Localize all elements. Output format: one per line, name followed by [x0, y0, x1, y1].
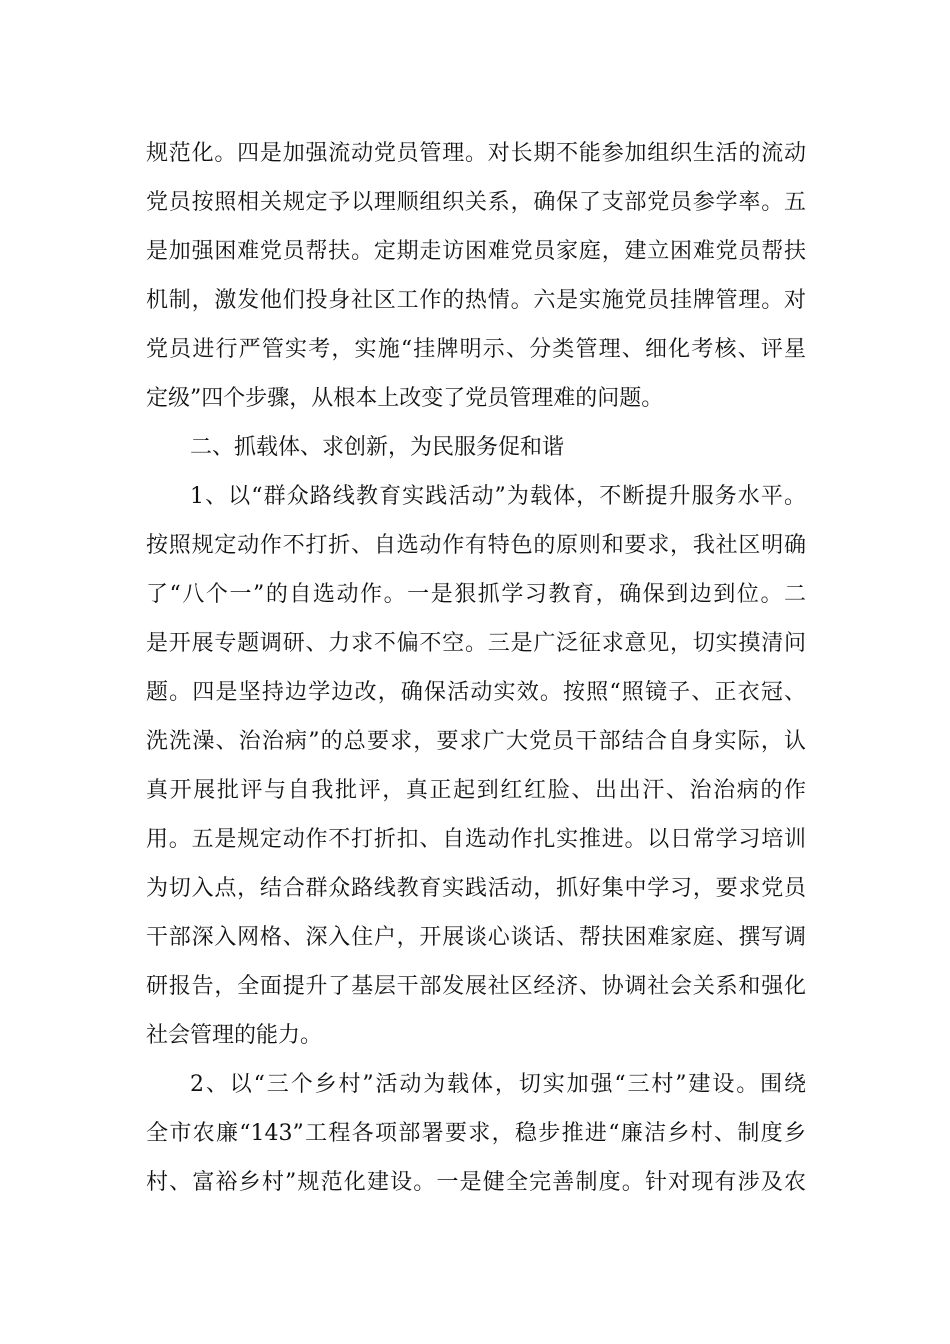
text-line: 了“八个一”的自选动作。一是狠抓学习教育，确保到边到位。二 — [146, 582, 806, 607]
text-line: 党员按照相关规定予以理顺组织关系，确保了支部党员参学率。五 — [146, 190, 806, 215]
text-line: 真开展批评与自我批评，真正起到红红脸、出出汗、治治病的作 — [146, 778, 806, 803]
text-line: 题。四是坚持边学边改，确保活动实效。按照“照镜子、正衣冠、 — [146, 680, 806, 705]
text-line: 洗洗澡、治治病”的总要求，要求广大党员干部结合自身实际，认 — [146, 729, 806, 754]
subsection-heading: 1、以“群众路线教育实践活动”为载体，不断提升服务水平。 — [190, 484, 806, 509]
text-line: 社会管理的能力。 — [146, 1023, 323, 1048]
section-heading: 二、抓载体、求创新，为民服务促和谐 — [190, 435, 565, 460]
text-line: 为切入点，结合群众路线教育实践活动，抓好集中学习，要求党员 — [146, 876, 806, 901]
text-line: 按照规定动作不打折、自选动作有特色的原则和要求，我社区明确 — [146, 533, 806, 558]
text-line: 用。五是规定动作不打折扣、自选动作扎实推进。以日常学习培训 — [146, 827, 806, 852]
subsection-heading: 2、以“三个乡村”活动为载体，切实加强“三村”建设。围绕 — [190, 1072, 806, 1097]
text-line: 研报告，全面提升了基层干部发展社区经济、协调社会关系和强化 — [146, 974, 806, 999]
text-line: 党员进行严管实考，实施“挂牌明示、分类管理、细化考核、评星 — [146, 337, 806, 362]
text-line: 规范化。四是加强流动党员管理。对长期不能参加组织生活的流动 — [146, 141, 806, 166]
text-line: 是开展专题调研、力求不偏不空。三是广泛征求意见，切实摸清问 — [146, 631, 806, 656]
text-line: 机制，激发他们投身社区工作的热情。六是实施党员挂牌管理。对 — [146, 288, 806, 313]
text-line: 干部深入网格、深入住户，开展谈心谈话、帮扶困难家庭、撰写调 — [146, 925, 806, 950]
text-line: 定级”四个步骤，从根本上改变了党员管理难的问题。 — [146, 386, 664, 411]
text-line: 全市农廉“143”工程各项部署要求，稳步推进“廉洁乡村、制度乡 — [146, 1121, 806, 1146]
text-line: 村、富裕乡村”规范化建设。一是健全完善制度。针对现有涉及农 — [146, 1170, 806, 1195]
text-line: 是加强困难党员帮扶。定期走访困难党员家庭，建立困难党员帮扶 — [146, 239, 806, 264]
